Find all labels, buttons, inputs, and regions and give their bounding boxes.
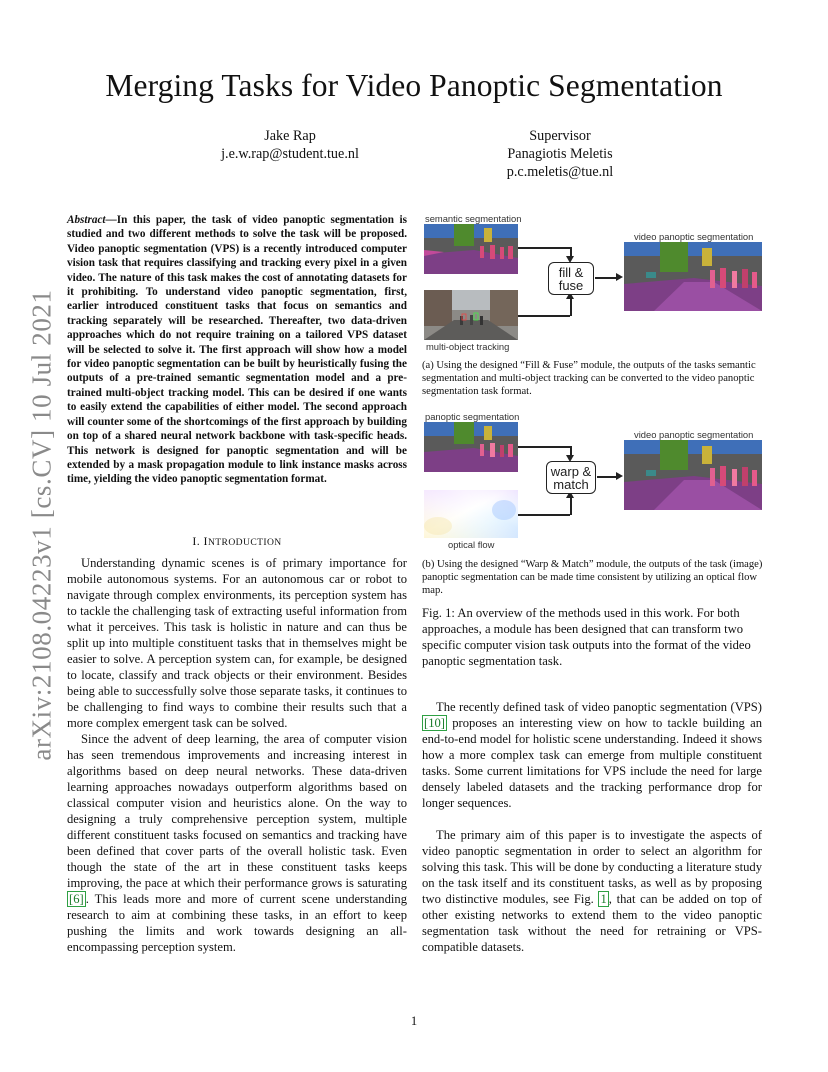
paragraph — [422, 699, 762, 811]
author-email: p.c.meletis@tue.nl — [506, 164, 614, 180]
fig-b-label-panoptic: panoptic segmentation — [425, 411, 520, 422]
paragraph: Understanding dynamic scenes is of primary importance for mobile autonomous systems. For an autonomous car or robot to navigate through complex environments, its perception system has to tackle the challenging task of extracting useful information from what it perceives. This task is holistic in nature and can thus be split up into multiple constituent tasks that in themselves might be easier to solve. A perception system can, for example, be designed to locate, classify and track objects or their environment. Besides being able to successfully solve those separate tasks, it continues to be challenging to find ways to combine their results such that a more complex emergent task can be solved. — [67, 556, 407, 730]
figure-link[interactable]: 1 — [600, 892, 607, 906]
author-name: Jake Rap — [264, 128, 316, 144]
abstract-text: —In this paper, the task of video panoptic segmentation is studied and two different methods to solve the task will be proposed. Video panoptic segmentation (VPS) is a recently introduced computer vision task that requires classifying and tracking every pixel in a given video. The nature of this task makes the cost of annotating datasets for it prohibiting. To understand video panoptic segmentation, first, earlier introduced constituent tasks that focus on semantics and tracking separately will be researched. Thereafter, two data-driven approaches which do not require training on a tailored VPS dataset will be selected to solve it. The first approach will show how a model for video panoptic segmentation can be built by heuristically fusing the outputs of a pre-trained semantic segmentation model and a pre-trained multi-object tracking model. This can be desired if one wants to easily extend the capabilities of either model. The second approach will counter some of the shortcomings of the first approach by building on top of a shared neural network backbone with task-specific heads. This network is designed for panoptic segmentation and will be extended by a mask propagation module to link instance masks across time, yielding the video panoptic segmentation format. — [67, 214, 407, 486]
fig-a-label-output: video panoptic segmentation — [634, 231, 754, 242]
semantic-segmentation-image — [424, 224, 518, 274]
warp-match-module — [546, 461, 596, 494]
author-name: Panagiotis Meletis — [507, 146, 613, 162]
section-number: I. — [192, 534, 201, 548]
paragraph-text: The recently defined task of video panoptic segmentation (VPS) — [436, 700, 762, 714]
fig-b-label-flow: optical flow — [448, 539, 495, 550]
module-label: warp & — [550, 464, 592, 479]
paragraph-text: The primary aim of this paper is to investigate the aspects of video panoptic segmentation in order to select an algorithm for solving this task. This will be done by conducting a literature study on the task itself and its constituent tasks, as well as by proposing two distinctive modules, see Fig. — [422, 828, 762, 906]
module-label: fuse — [558, 278, 584, 293]
left-column-body — [67, 555, 407, 955]
optical-flow-image — [424, 490, 518, 538]
section-title-initial: I — [203, 534, 208, 548]
section-heading-introduction — [67, 534, 407, 549]
author-email: j.e.w.rap@student.tue.nl — [221, 146, 359, 162]
abstract — [67, 213, 407, 487]
abstract-label: Abstract — [67, 214, 106, 226]
section-title-rest: NTRODUCTION — [207, 537, 282, 548]
fig-a-label-semantic: semantic segmentation — [425, 213, 522, 224]
author-block-1 — [170, 127, 410, 163]
subfigure-caption-a: (a) Using the designed “Fill & Fuse” module, the outputs of the tasks semantic segmentation and multi-object tracking can be converted to the video panoptic segmentation task format. — [422, 360, 756, 398]
paragraph — [67, 731, 407, 955]
author-block-2 — [450, 127, 670, 181]
figure-caption: Fig. 1: An overview of the methods used in this work. For both approaches, a module has been designed that can transform two specific computer vision task outputs into the format of the video panoptic segmentation task. — [422, 606, 751, 668]
subfigure-caption-b: (b) Using the designed “Warp & Match” module, the outputs of the task (image) panoptic segmentation can be made time consistent by utilizing an optical flow map. — [422, 559, 763, 597]
paragraph-text: . This leads more and more of current scene understanding research to aim at combining these tasks, in an effort to keep pushing the limits and work towards designing an all-encompassing perception system. — [67, 892, 407, 954]
citation-link[interactable]: [10] — [424, 716, 445, 730]
arxiv-watermark — [20, 285, 64, 765]
arxiv-id: arXiv:2108.04223v1 [cs.CV] 10 Jul 2021 — [26, 289, 57, 761]
paragraph — [422, 827, 762, 955]
video-panoptic-output-image-b — [624, 440, 762, 510]
paragraph-text: proposes an interesting view on how to tackle building an end-to-end model for holistic scene understanding. Indeed it shows how a more complex task can emerge from multiple constituent tasks. Some current limitations for VPS include the need for large densely labeled datasets and the tracking performance drop for longer sequences. — [422, 716, 762, 810]
video-panoptic-output-image-a — [624, 242, 762, 311]
paragraph-text: , that can be added on top of other existing networks to extend them to the video panoptic segmentation task without the need for retraining or VPS-compatible datasets. — [422, 892, 762, 954]
multi-object-tracking-image — [424, 290, 518, 340]
module-label: match — [553, 477, 589, 492]
fill-fuse-module — [548, 262, 594, 295]
right-column-body — [422, 699, 762, 971]
paper-title: Merging Tasks for Video Panoptic Segmentation — [105, 68, 723, 103]
fig-a-label-tracking: multi-object tracking — [426, 341, 510, 352]
citation-link[interactable]: [6] — [69, 892, 84, 906]
module-label: fill & — [558, 265, 584, 280]
author-role: Supervisor — [529, 128, 591, 144]
fig-b-label-output: video panoptic segmentation — [634, 429, 754, 440]
page-number: 1 — [410, 1014, 418, 1028]
panoptic-segmentation-image — [424, 422, 518, 472]
paragraph-text: Since the advent of deep learning, the area of computer vision has seen tremendous improvements and increasing interest in algorithms based on deep neural networks. These data-driven learning approaches nowadays outperform algorithms based on classical computer vision and heuristics alone. On the way to designing a truly comprehensive perception system, multiple different constituent tasks focused on semantics and tracking have been defined that cover parts of the overall holistic task. Even though the state of the art in these constituent tasks keeps improving, the pace at which their performance grows is saturating — [67, 732, 407, 890]
